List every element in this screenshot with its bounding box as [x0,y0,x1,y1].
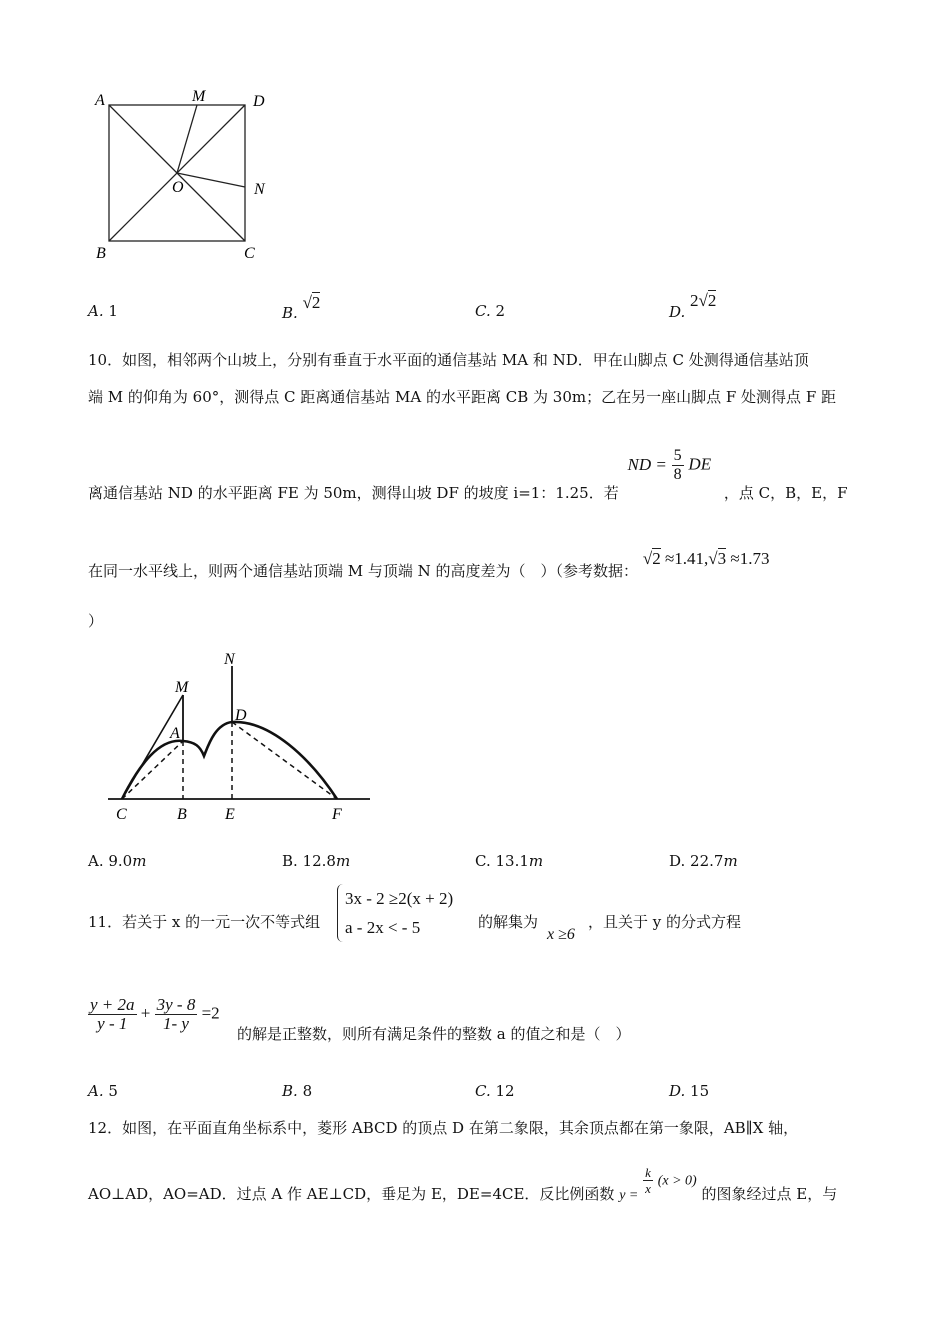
label-A: A [95,92,105,109]
q12-func-y: y = [619,1187,639,1203]
q12-text-line1: ．如图，在平面直角坐标系中，菱形 ABCD 的顶点 D 在第二象限，其余顶点都在第一象限，AB∥X 轴， [107,1119,799,1137]
q11-number: 11 [88,913,108,931]
q9-option-d-coef: 2 [690,291,699,310]
q10-ratio-fraction [672,447,684,484]
q11-option-b: B. 8 [282,1082,313,1100]
q11-f2-den: 1- y [163,1014,189,1033]
q10-number: 10 [88,351,108,369]
label-N: N [254,181,265,198]
q10-option-d: D. 22.7m [669,852,738,870]
q10-ratio-rhs: DE [688,454,712,474]
q11-text-before: ．若关于 x 的一元一次不等式组 [107,913,321,931]
label-N: N [224,651,235,668]
q11-f1-num: y + 2a [90,995,135,1014]
q9-option-b-letter: B. [282,304,298,322]
q11-text-after: ，且关于 y 的分式方程 [588,913,742,931]
q11-solution-set: x ≥6 [547,926,575,943]
label-B: B [177,806,187,823]
q9-option-b-value: 2 [311,293,321,312]
q10-text-line3: 离通信基站 ND 的水平距离 FE 为 50m，测得山坡 DF 的坡度 i=1：1.25．若 [88,483,619,502]
q11-line1-mid [478,911,538,932]
q10-text-line5: ） [88,612,104,630]
label-B: B [96,245,106,262]
q10-line1 [88,349,809,370]
q12-text-line2-after: 的图象经过点 E，与 [701,1184,838,1203]
q10-line4: 在同一水平线上，则两个通信基站顶端 M 与顶端 N 的高度差为（ ）（参考数据： √2 ≈1.41,√3 ≈1.73 [88,549,770,580]
square-figure [90,85,280,270]
q10-option-c: C. 13.1m [475,852,544,870]
q9-option-a [88,302,118,320]
q11-option-a: A. 5 [88,1082,118,1100]
q11-plus: + [140,1003,151,1023]
q10-text-line4: 在同一水平线上，则两个通信基站顶端 M 与顶端 N 的高度差为（ ）（参考数据： [88,562,639,580]
q9-option-d-letter: D. [669,303,686,321]
q9-option-d: D. 2√2 [669,291,717,321]
q9-option-c [475,302,505,320]
q11-f1-den: y - 1 [97,1014,128,1033]
mountain-figure [100,648,380,828]
q12-func-cond: (x > 0) [657,1173,697,1189]
q9-option-c-letter: C. [475,302,491,320]
q10-ref-v1: ≈1.41, [664,549,709,568]
q10-ratio-lhs: ND [627,454,652,474]
q10-line5 [88,610,103,631]
q12-func-num: k [645,1165,651,1180]
q12-line1 [88,1117,798,1138]
q11-eq-rhs: =2 [201,1003,220,1023]
q9-option-d-value: 2 [707,291,717,310]
q11-option-c: C. 12 [475,1082,515,1100]
label-D: D [253,93,265,110]
q10-ratio-num: 5 [673,447,682,464]
q11-option-d: D. 15 [669,1082,710,1100]
q11-f2-num: 3y - 8 [156,995,196,1014]
q10-option-a: A. 9.0m [88,852,147,870]
q9-option-a-value: 1 [108,302,118,320]
q9-option-c-value: 2 [495,302,506,320]
q10-ratio-den: 8 [673,466,682,483]
q10-ref-sqrt2: 2 [652,549,661,568]
q12-text-line2: AO⊥AD，AO=AD．过点 A 作 AE⊥CD，垂足为 E，DE=4CE．反比例函数 [88,1184,615,1203]
q10-text-line2: 端 M 的仰角为 60°，测得点 C 距离通信基站 MA 的水平距离 CB 为 30m；乙在另一座山脚点 F 处测得点 F 距 [88,388,836,406]
q11-ineq1: 3x - 2 ≥2(x + 2) [345,889,454,908]
label-E: E [225,806,235,823]
q11-line1-after [588,911,741,932]
q12-func-den: x [645,1181,651,1196]
label-D: D [235,707,247,724]
q12-number: 12 [88,1119,108,1137]
q11-line1 [88,911,320,932]
q10-ref-v2: ≈1.73 [730,549,770,568]
q10-ref-sqrt3: 3 [717,549,727,568]
q10-text-line3-after: ，点 C，B，E，F [723,483,848,502]
q11-text-mid: 的解集为 [478,913,539,931]
label-A: A [170,725,180,742]
q10-text-line1: ．如图，相邻两个山坡上，分别有垂直于水平面的通信基站 MA 和 ND．甲在山脚点 C 处测得通信基站顶 [107,351,809,369]
label-M: M [175,679,189,696]
q12-line2 [88,1165,838,1203]
q11-line2 [237,1023,630,1044]
label-C: C [116,806,127,823]
q11-text-line2: 的解是正整数，则所有满足条件的整数 a 的值之和是（ ） [237,1025,631,1043]
q11-ineq2: a - 2x < - 5 [345,918,421,937]
label-F: F [332,806,342,823]
q11-equation-line [88,996,220,1033]
q11-inequality-system [337,884,453,942]
q9-option-a-letter: A. [88,302,104,320]
q10-line2 [88,386,836,407]
q10-line3: 离通信基站 ND 的水平距离 FE 为 50m，测得山坡 DF 的坡度 i=1：1.25．若 ND = $\frac{5}{8}$ DE ，点 C，B，E，F [88,447,848,502]
label-C: C [244,245,255,262]
label-M: M [192,88,206,105]
q9-option-b: B. √2 [282,293,321,322]
q10-option-b: B. 12.8m [282,852,351,870]
label-O: O [172,179,184,196]
